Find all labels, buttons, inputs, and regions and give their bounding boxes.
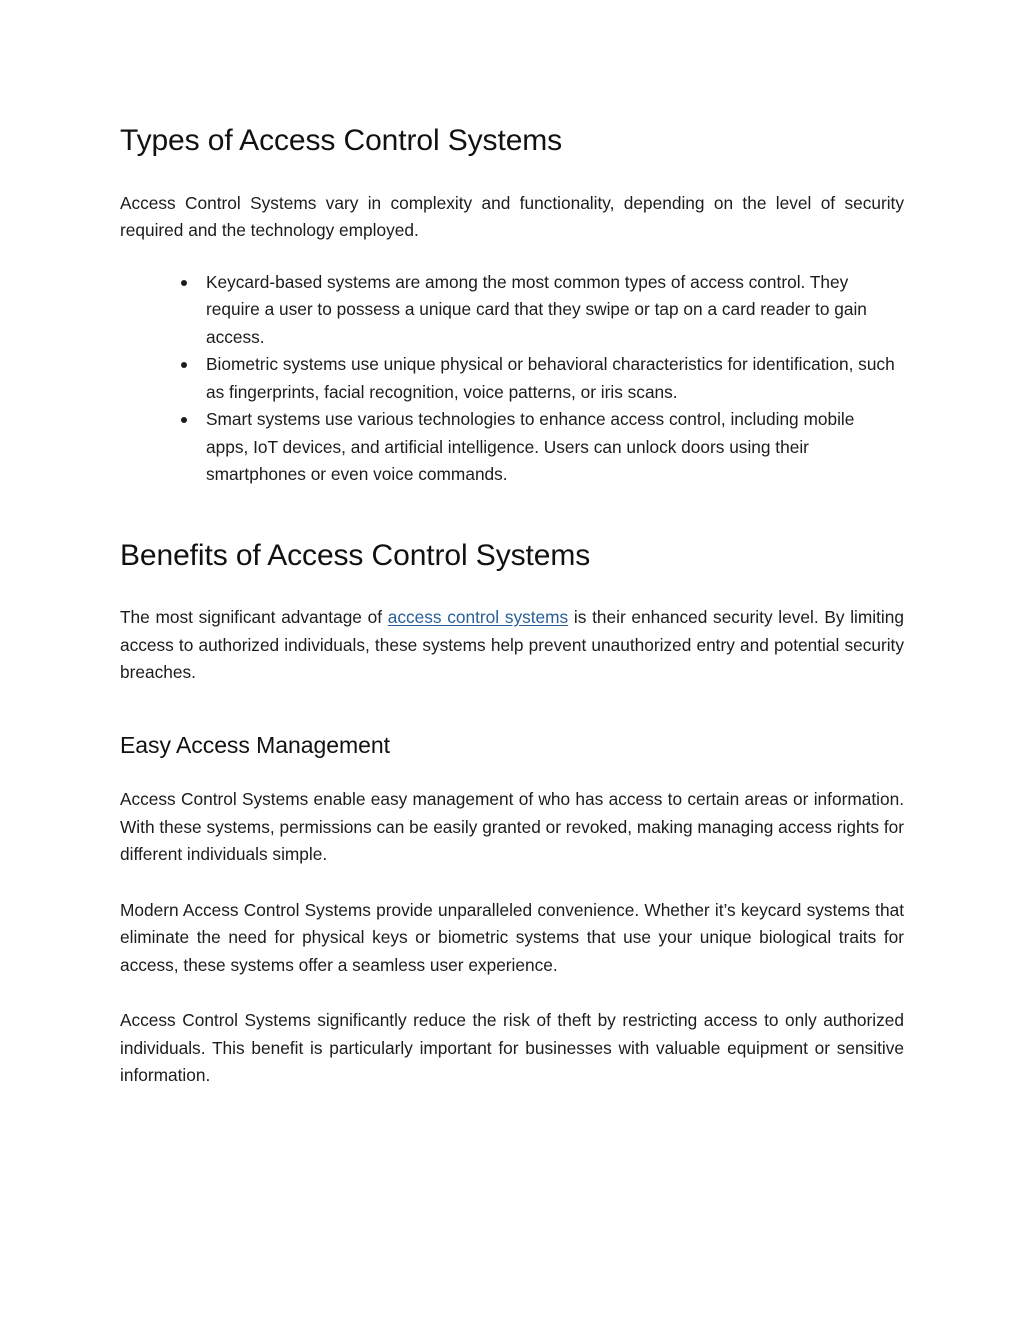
paragraph-convenience: Modern Access Control Systems provide unparalleled convenience. Whether it’s keycard systems that eliminate the need for physical keys or biometric systems that use your unique biological traits for access, these systems offer a seamless user experience. bbox=[120, 899, 904, 975]
bullet-point-icon bbox=[181, 280, 187, 286]
paragraph-theft: Access Control Systems significantly reduce the risk of theft by restricting access to only authorized individuals. This benefit is particularly important for businesses with valuable equipment or sensitive information. bbox=[120, 1010, 904, 1086]
list-item bbox=[120, 269, 904, 352]
list-item-text: Biometric systems use unique physical or behavioral characteristics for identification, such as fingerprints, facial recognition, voice patterns, or iris scans. bbox=[206, 354, 895, 402]
access-control-systems-link[interactable]: access control systems bbox=[387, 607, 569, 627]
document-content bbox=[120, 0, 904, 1090]
types-bullet-list bbox=[120, 245, 904, 489]
paragraph-management: Access Control Systems enable easy management of who has access to certain areas or information. With these systems, permissions can be easily granted or revoked, making managing access rights for different individuals simple. bbox=[120, 789, 904, 865]
benefits-paragraph bbox=[120, 574, 904, 687]
bullet-point-icon bbox=[181, 362, 187, 368]
page-title: Types of Access Control Systems bbox=[120, 124, 563, 157]
list-item-text: Keycard-based systems are among the most common types of access control. They require a user to possess a unique card that they swipe or tap on a card reader to gain access. bbox=[206, 271, 867, 347]
benefits-text-after-link: is their enhanced security level. By limiting access to authorized individuals, these systems help prevent unauthorized entry and potential security breaches. bbox=[120, 607, 904, 682]
intro-paragraph: Access Control Systems vary in complexity and functionality, depending on the level of security required and the technology employed. bbox=[120, 192, 904, 240]
subheading-easy-access-management: Easy Access Management bbox=[120, 731, 390, 758]
list-item bbox=[120, 406, 904, 489]
list-item-text: Smart systems use various technologies to enhance access control, including mobile apps, IoT devices, and artificial intelligence. Users can unlock doors using their smartphones or even voice commands. bbox=[206, 409, 855, 484]
section-heading-benefits: Benefits of Access Control Systems bbox=[120, 538, 591, 572]
bullet-point-icon bbox=[181, 417, 187, 423]
list-item bbox=[120, 351, 904, 406]
benefits-text-before-link: The most significant advantage of bbox=[120, 607, 388, 627]
